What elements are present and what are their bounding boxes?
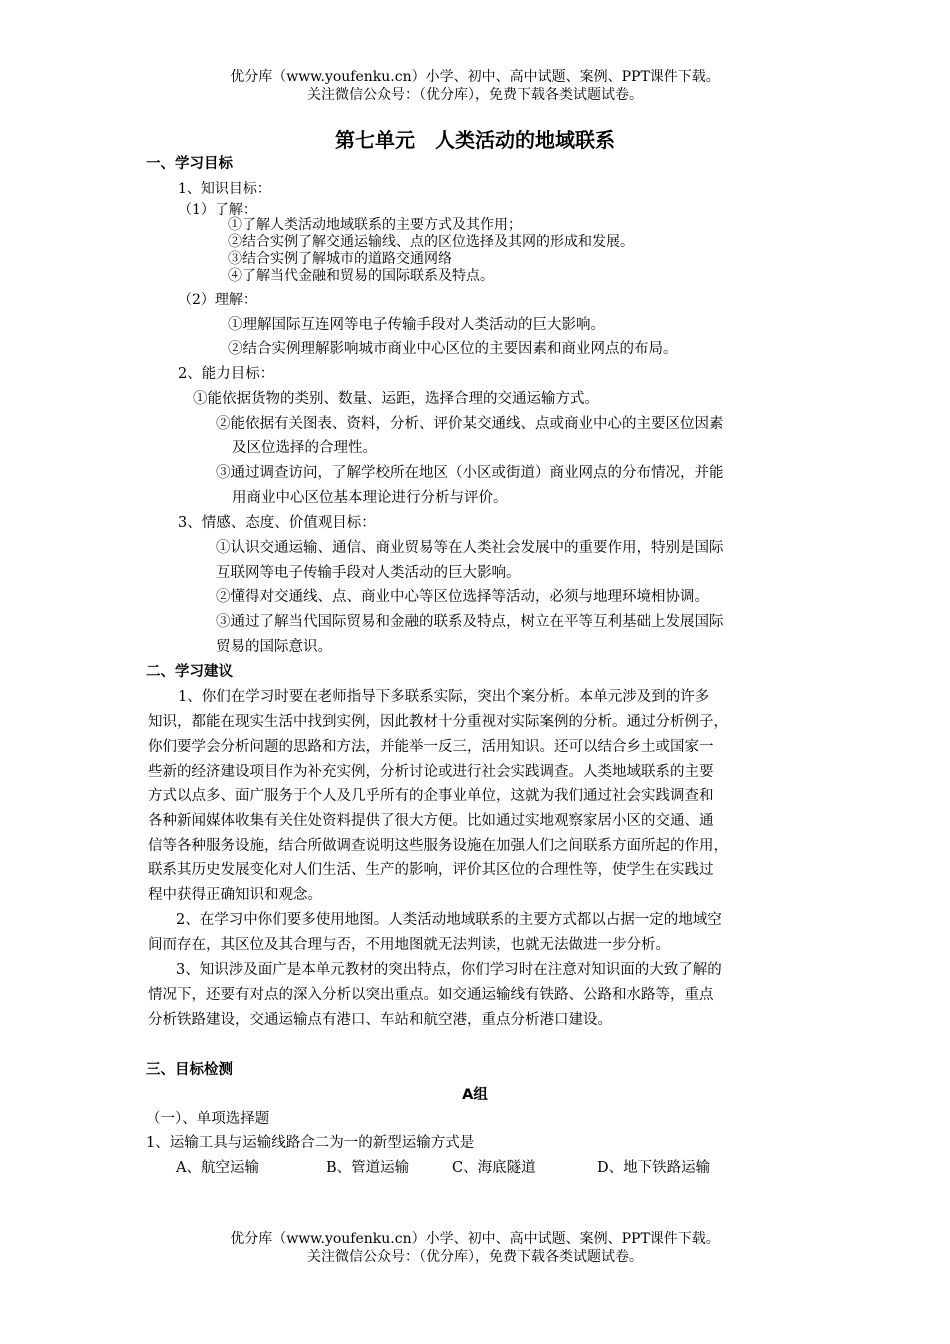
footer-line-1: 优分库（www.youfenku.cn）小学、初中、高中试题、案例、PPT课件下载。 (230, 1231, 720, 1247)
question-type-heading: （一）、单项选择题 (146, 1111, 270, 1127)
understand-heading: （1）了解： (178, 202, 257, 218)
emotion-item: ①认识交通运输、通信、商业贸易等在人类社会发展中的重要作用，特别是国际 (216, 540, 724, 556)
emotion-item: 贸易的国际意识。 (216, 639, 332, 655)
knowledge-goals-heading: 1、知识目标： (178, 181, 271, 197)
ability-item: 用商业中心区位基本理论进行分析与评价。 (232, 490, 508, 506)
footer-line-2: 关注微信公众号：（优分库），免费下载各类试题试卷。 (307, 1249, 643, 1265)
header-line-2: 关注微信公众号：（优分库），免费下载各类试题试卷。 (307, 87, 643, 103)
paragraph-line: 你们要学会分析问题的思路和方法，并能举一反三，活用知识。还可以结合乡土或国家一 (148, 739, 714, 755)
paragraph-line: 分析铁路建设，交通运输点有港口、车站和航空港，重点分析港口建设。 (148, 1012, 612, 1028)
ability-item: ③通过调查访问，了解学校所在地区（小区或街道）商业网点的分布情况，并能 (216, 465, 724, 481)
understand-item: ②结合实例了解交通运输线、点的区位选择及其网的形成和发展。 (228, 234, 634, 250)
paragraph-line: 间而存在，其区位及其合理与否，不用地图就无法判读，也就无法做进一步分析。 (148, 937, 670, 953)
comprehend-item: ①理解国际互连网等电子传输手段对人类活动的巨大影响。 (228, 317, 605, 333)
paragraph-line: 3、知识涉及面广是本单元教材的突出特点，你们学习时在注意对知识面的大致了解的 (176, 962, 722, 978)
option-d: D、地下铁路运输 (597, 1160, 711, 1176)
option-b: B、管道运输 (326, 1160, 410, 1176)
understand-item: ③结合实例了解城市的道路交通网络 (228, 251, 452, 267)
group-label: A组 (462, 1087, 488, 1103)
section-1-heading: 一、学习目标 (146, 156, 233, 172)
understand-item: ④了解当代金融和贸易的国际联系及特点。 (228, 268, 494, 284)
paragraph-line: 2、在学习中你们要多使用地图。人类活动地域联系的主要方式都以占据一定的地域空 (176, 912, 722, 928)
paragraph-line: 些新的经济建设项目作为补充实例，分析讨论或进行社会实践调查。人类地域联系的主要 (148, 764, 714, 780)
paragraph-line: 联系其历史发展变化对人们生活、生产的影响，评价其区位的合理性等，使学生在实践过 (148, 862, 714, 878)
question-text: 1、运输工具与运输线路合二为一的新型运输方式是 (146, 1135, 475, 1151)
option-c: C、海底隧道 (452, 1160, 536, 1176)
header-line-1: 优分库（www.youfenku.cn）小学、初中、高中试题、案例、PPT课件下载。 (230, 69, 720, 85)
paragraph-line: 1、你们在学习时要在老师指导下多联系实际，突出个案分析。本单元涉及到的许多 (178, 689, 710, 705)
paragraph-line: 信等各种服务设施，结合所做调查说明这些服务设施在加强人们之间联系方面所起的作用， (148, 838, 728, 854)
emotion-item: ②懂得对交通线、点、商业中心等区位选择等活动，必须与地理环境相协调。 (216, 589, 709, 605)
ability-item: ②能依据有关图表、资料，分析、评价某交通线、点或商业中心的主要区位因素 (216, 416, 724, 432)
emotion-item: 互联网等电子传输手段对人类活动的巨大影响。 (216, 565, 521, 581)
ability-goals-heading: 2、能力目标： (178, 366, 275, 382)
emotion-goals-heading: 3、情感、态度、价值观目标： (178, 515, 376, 531)
paragraph-line: 方式以点多、面广服务于个人及几乎所有的企事业单位，这就为我们通过社会实践调查和 (148, 788, 714, 804)
emotion-item: ③通过了解当代国际贸易和金融的联系及特点，树立在平等互利基础上发展国际 (216, 614, 724, 630)
paragraph-line: 情况下，还要有对点的深入分析以突出重点。如交通运输线有铁路、公路和水路等，重点 (148, 987, 714, 1003)
ability-item: ①能依据货物的类别、数量、运距，选择合理的交通运输方式。 (193, 391, 599, 407)
paragraph-line: 知识，都能在现实生活中找到实例，因此教材十分重视对实际案例的分析。通过分析例子， (148, 714, 728, 730)
comprehend-heading: （2）理解： (178, 292, 257, 308)
paragraph-line: 各种新闻媒体收集有关住处资料提供了很大方便。比如通过实地观察家居小区的交通、通 (148, 813, 714, 829)
paragraph-line: 程中获得正确知识和观念。 (148, 887, 322, 903)
ability-item: 及区位选择的合理性。 (232, 440, 377, 456)
option-a: A、航空运输 (176, 1160, 259, 1176)
understand-item: ①了解人类活动地域联系的主要方式及其作用； (228, 217, 522, 233)
section-2-heading: 二、学习建议 (146, 664, 233, 680)
section-3-heading: 三、目标检测 (146, 1062, 233, 1078)
comprehend-item: ②结合实例理解影响城市商业中心区位的主要因素和商业网点的布局。 (228, 341, 678, 357)
page-title: 第七单元 人类活动的地域联系 (335, 128, 615, 152)
